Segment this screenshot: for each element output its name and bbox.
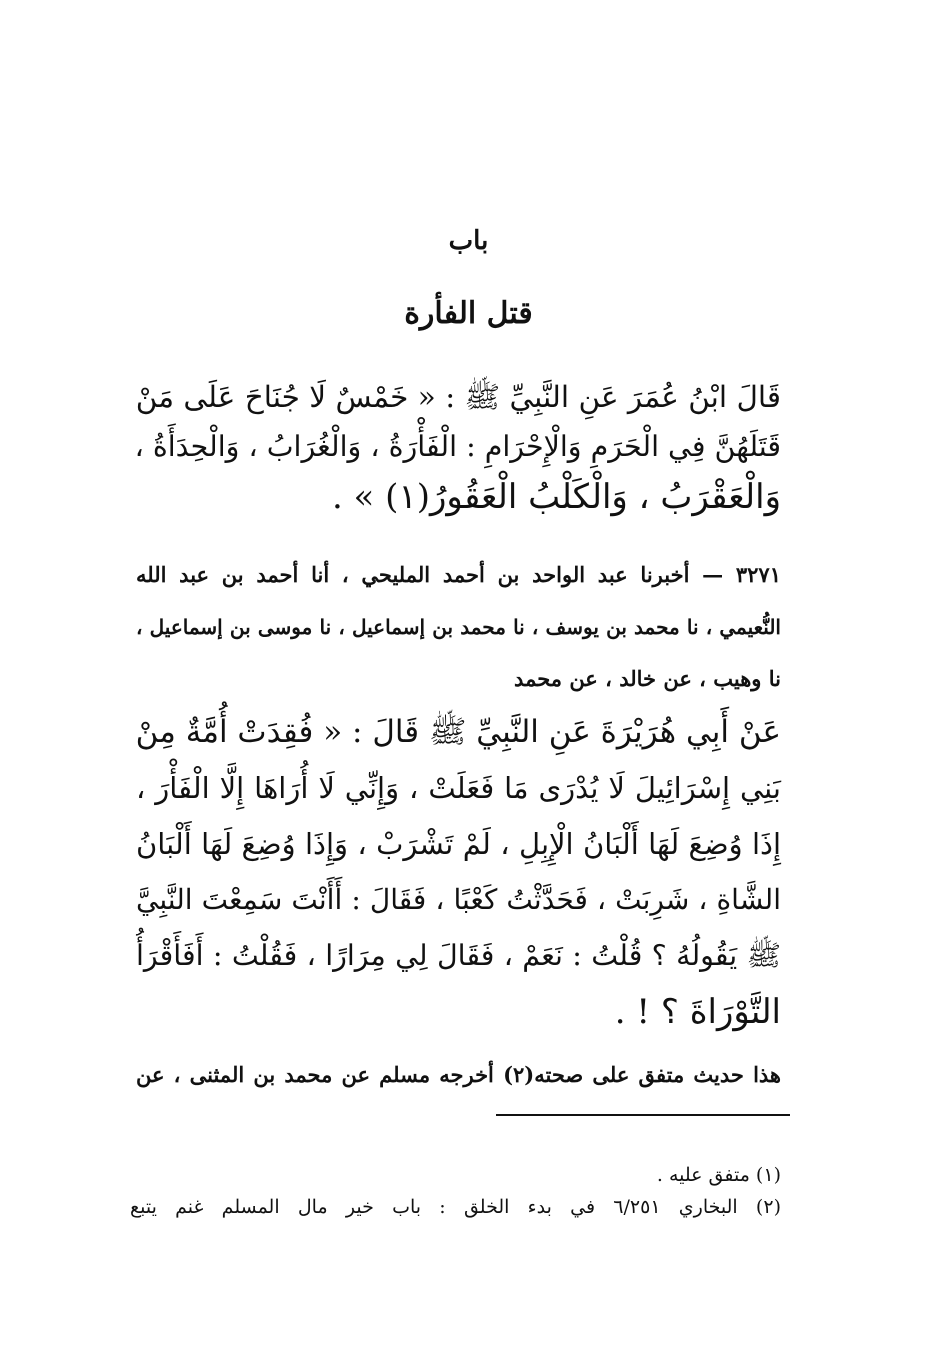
footnote-2: (٢) البخاري ٦/٢٥١ في بدء الخلق : باب خير مال المسلم غنم يتبع bbox=[130, 1196, 781, 1218]
footnote-divider bbox=[496, 1114, 790, 1116]
hadith-verdict: هذا حديث متفق على صحته(٢) أخرجه مسلم عن محمد بن المثنى ، عن bbox=[136, 1062, 782, 1087]
hadith-text-2 bbox=[136, 707, 781, 1047]
hadith-1-line: وَالْعَقْرَبُ ، وَالْكَلْبُ الْعَقُورُ(١) » . bbox=[331, 477, 781, 517]
isnad-line: النُّعيمي ، نا محمد بن يوسف ، نا محمد بن إسماعيل ، نا موسى بن إسماعيل ، bbox=[136, 615, 781, 639]
footnote-1: (١) متفق عليه . bbox=[656, 1164, 781, 1186]
hadith-2-line: ﷺ يَقُولُهُ ؟ قُلْتُ : نَعَمْ ، فَقَالَ لِي مِرَارًا ، فَقُلْتُ : أَفَأَقْرَأُ bbox=[136, 939, 781, 972]
hadith-2-line: إِذَا وُضِعَ لَهَا أَلْبَانُ الْإِبِلِ ، لَمْ تَشْرَبْ ، وَإِذَا وُضِعَ لَهَا أَلْبَانُ bbox=[136, 827, 781, 861]
isnad-line: ٣٢٧١ — أخبرنا عبد الواحد بن أحمد المليحي ، أنا أحمد بن عبد الله bbox=[136, 562, 781, 587]
hadith-2-line: عَنْ أَبِي هُرَيْرَةَ عَنِ النَّبِيِّ ﷺ قَالَ : « فُقِدَتْ أُمَّةٌ مِنْ bbox=[135, 714, 781, 750]
section-title: قتل الفأرة bbox=[404, 296, 533, 331]
hadith-1-line: قَالَ ابْنُ عُمَرَ عَنِ النَّبِيِّ ﷺ : « خَمْسٌ لَا جُنَاحَ عَلَى مَنْ bbox=[135, 380, 781, 414]
isnad-text bbox=[136, 560, 781, 700]
isnad-line: نا وهيب ، عن خالد ، عن محمد bbox=[514, 666, 781, 691]
hadith-2-line: التَّوْرَاةَ ؟ ! . bbox=[614, 992, 781, 1032]
hadith-2-line: الشَّاةِ ، شَرِبَتْ ، فَحَدَّثْتُ كَعْبًا ، فَقَالَ : أَأَنْتَ سَمِعْتَ النَّبِيَّ bbox=[136, 883, 781, 916]
hadith-2-line: بَنِي إِسْرَائِيلَ لَا يُدْرَى مَا فَعَلَتْ ، وَإِنِّي لَا أُرَاهَا إِلَّا الْفَأْرَ ، bbox=[136, 771, 781, 805]
hadith-text-1 bbox=[136, 372, 781, 542]
hadith-1-line: قَتَلَهُنَّ فِي الْحَرَمِ وَالْإِحْرَامِ : الْفَأْرَةُ ، وَالْغُرَابُ ، وَالْحِدَأَةُ ، bbox=[134, 430, 781, 463]
chapter-heading: باب bbox=[448, 226, 489, 256]
